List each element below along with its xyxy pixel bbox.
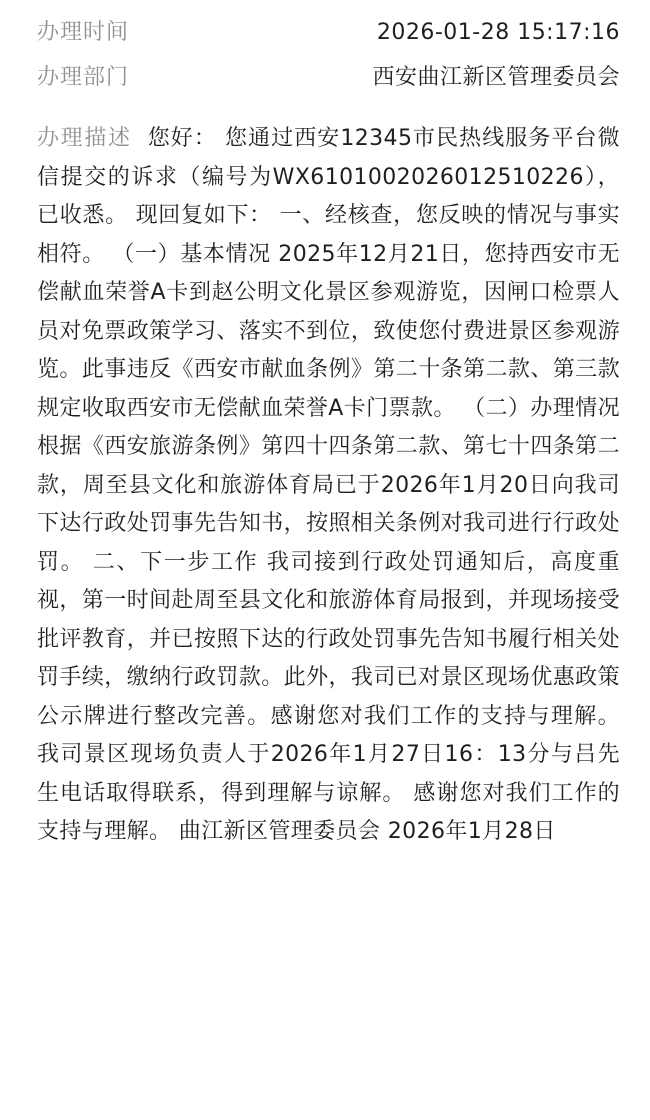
handle-dept-label: 办理部门 bbox=[37, 65, 130, 90]
handle-description bbox=[37, 120, 620, 852]
handle-time-value: 2026-01-28 15:17:16 bbox=[376, 20, 620, 45]
handle-dept-row bbox=[37, 58, 620, 98]
handle-time-label: 办理时间 bbox=[37, 20, 130, 45]
handle-dept-value: 西安曲江新区管理委员会 bbox=[372, 65, 620, 90]
handle-desc-label: 办理描述 bbox=[37, 126, 132, 151]
handle-time-row bbox=[37, 13, 620, 53]
ticket-detail bbox=[0, 13, 650, 1120]
handle-desc-text: 您好： 您通过西安12345市民热线服务平台微信提交的诉求（编号为WX6101002026012510226），已收悉。 现回复如下： 一、经核查，您反映的情况与事实相符。 （一）基本情况 2025年12月21日，您持西安市无偿献血荣誉A卡到赵公明文化景区参观游览，因闸口检票人员对免票政策学习、落实不到位，致使您付费进景区参观游览。此事违反《西安市献血条例》第二十条第二款、第三款规定收取西安市无偿献血荣誉A卡门票款。 （二）办理情况 根据《西安旅游条例》第四十四条第二款、第七十四条第二款，周至县文化和旅游体育局已于2026年1月20日向我司下达行政处罚事先告知书，按照相关条例对我司进行行政处罚。 二、下一步工作 我司接到行政处罚通知后，高度重视，第一时间赴周至县文化和旅游体育局报到，并现场接受批评教育，并已按照下达的行政处罚事先告知书履行相关处罚手续，缴纳行政罚款。此外，我司已对景区现场优惠政策公示牌进行整改完善。感谢您对我们工作的支持与理解。 我司景区现场负责人于2026年1月27日16：13分与吕先生电话取得联系，得到理解与谅解。 感谢您对我们工作的支持与理解。 曲江新区管理委员会 2026年1月28日 bbox=[37, 126, 620, 844]
